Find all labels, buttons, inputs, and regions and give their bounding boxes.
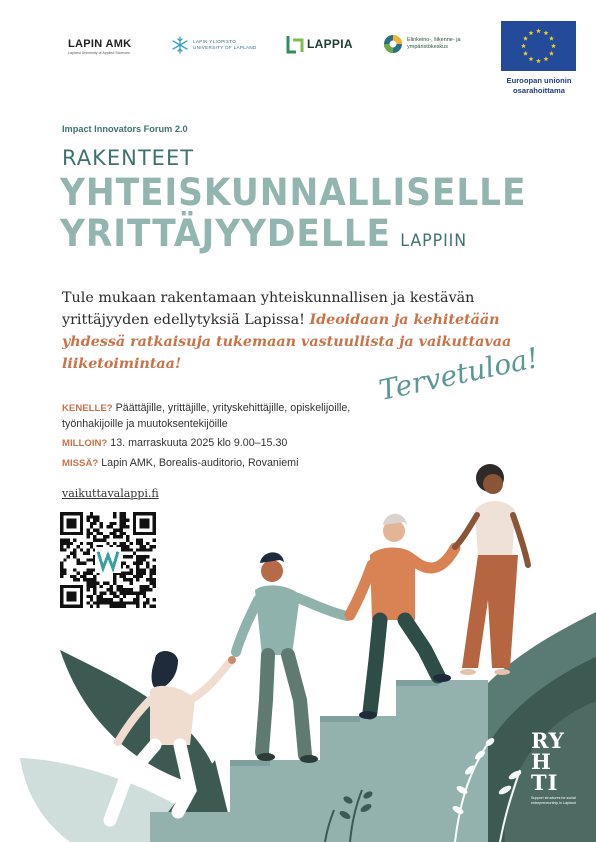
ryhti-logo <box>531 730 579 805</box>
lapin-amk-subtitle: Lapland University of Applied Sciences <box>68 51 130 55</box>
heading-line-1: YHTEISKUNNALLISELLE <box>60 171 527 214</box>
event-series-label: Impact Innovators Forum 2.0 <box>62 124 188 134</box>
heading-tail: LAPPIIN <box>400 231 468 251</box>
who-label: KENELLE? <box>62 403 113 414</box>
ely-line2: ympäristökeskus <box>407 44 448 50</box>
eu-line2: osarahoittama <box>513 85 565 95</box>
university-name-en: UNIVERSITY OF LAPLAND <box>193 45 257 50</box>
where-text: Lapin AMK, Borealis-auditorio, Rovaniemi <box>101 456 299 469</box>
intro-plain: Tule mukaan rakentamaan yhteiskunnallisen ja kestävän yrittäjyyden edellytyksiä Lapissa! <box>62 290 475 328</box>
person-4 <box>455 464 528 675</box>
heading-line-2-text: YRITTÄJYYDELLE <box>60 212 392 255</box>
eu-line1: Euroopan unionin <box>506 76 572 85</box>
ryhti-name: RYHTI <box>531 728 565 795</box>
university-name-fi: LAPIN YLIOPISTO <box>193 39 237 45</box>
ely-line1: Elinkeino-, liikenne- ja <box>407 37 461 44</box>
when-text: 13. marraskuuta 2025 klo 9.00–15.30 <box>110 437 288 449</box>
ryhti-tagline: Support structures for social entrepreneurship in Lapland <box>531 796 576 805</box>
who-text: Päättäjille, yrittäjille, yrityskehittäjille, opiskelijoille, työnhakijoille ja muutoksentekijöille <box>62 402 351 430</box>
website-link[interactable]: vaikuttavalappi.fi <box>62 487 159 500</box>
intro-emphasis: Ideoidaan ja kehitetään yhdessä ratkaisuja tukemaan vastuullista ja vaikuttavaa liiketoimintaa! <box>62 312 512 372</box>
lapin-amk-name: LAPIN AMK <box>68 38 132 50</box>
lappia-name: LAPPIA <box>307 37 353 51</box>
welcome-script: Tervetuloa! <box>376 341 542 407</box>
where-label: MISSÄ? <box>62 457 99 469</box>
when-label: MILLOIN? <box>62 438 108 449</box>
heading-small: RAKENTEET <box>62 146 195 170</box>
